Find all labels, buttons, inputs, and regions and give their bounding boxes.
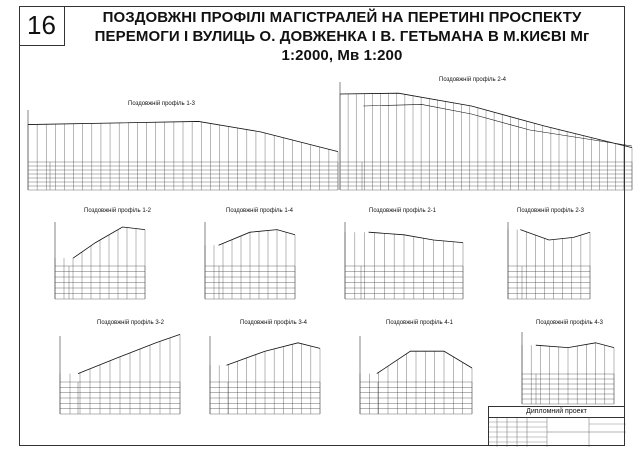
profile-label-1-2: Поздовжній профіль 1-2 <box>84 208 151 214</box>
profile-label-2-1: Поздовжній профіль 2-1 <box>369 208 436 214</box>
profile-drawing-4-3 <box>522 326 614 404</box>
profile-drawing-3-2 <box>60 326 180 414</box>
profile-ground-line <box>369 232 463 242</box>
profile-drawing-4-1 <box>360 326 472 414</box>
title-line-2: ПЕРЕМОГИ І ВУЛИЦЬ О. ДОВЖЕНКА І В. ГЕТЬМАНА В М.КИЄВІ Мг <box>94 28 590 45</box>
profile-label-3-2: Поздовжній профіль 3-2 <box>97 320 164 326</box>
profile-ground-line <box>219 230 296 246</box>
profile-label-2-3: Поздовжній профіль 2-3 <box>517 208 584 214</box>
sheet-title <box>66 8 618 65</box>
profile-drawing-1-2 <box>55 214 145 299</box>
profile-drawing-1-4 <box>205 214 295 299</box>
profile-ground-line <box>227 343 321 365</box>
sheet-number: 16 <box>19 6 65 46</box>
title-block-heading: Дипломний проект <box>489 407 624 418</box>
profile-ground-line <box>78 334 180 373</box>
title-block-grid <box>489 417 626 447</box>
profile-ground-line <box>520 230 590 240</box>
title-line-1: ПОЗДОВЖНІ ПРОФІЛІ МАГІСТРАЛЕЙ НА ПЕРЕТИНІ ПРОСПЕКТУ <box>102 9 582 26</box>
title-block <box>488 406 625 446</box>
profile-design-line <box>363 104 632 146</box>
profile-drawing-1-3 <box>28 110 338 190</box>
profile-label-2-4: Поздовжній профіль 2-4 <box>439 77 506 83</box>
profile-drawing-2-4 <box>340 82 632 190</box>
profile-drawing-3-4 <box>210 326 320 414</box>
profile-drawing-2-3 <box>508 214 590 299</box>
profile-drawing-2-1 <box>345 214 463 299</box>
profile-label-4-3: Поздовжній профіль 4-3 <box>536 320 603 326</box>
profile-ground-line <box>536 343 614 348</box>
profile-label-1-3: Поздовжній профіль 1-3 <box>128 101 195 107</box>
profile-ground-line <box>377 351 472 373</box>
profile-label-3-4: Поздовжній профіль 3-4 <box>240 320 307 326</box>
title-line-3: 1:2000, Мв 1:200 <box>281 47 403 64</box>
profile-label-4-1: Поздовжній профіль 4-1 <box>386 320 453 326</box>
profile-label-1-4: Поздовжній профіль 1-4 <box>226 208 293 214</box>
